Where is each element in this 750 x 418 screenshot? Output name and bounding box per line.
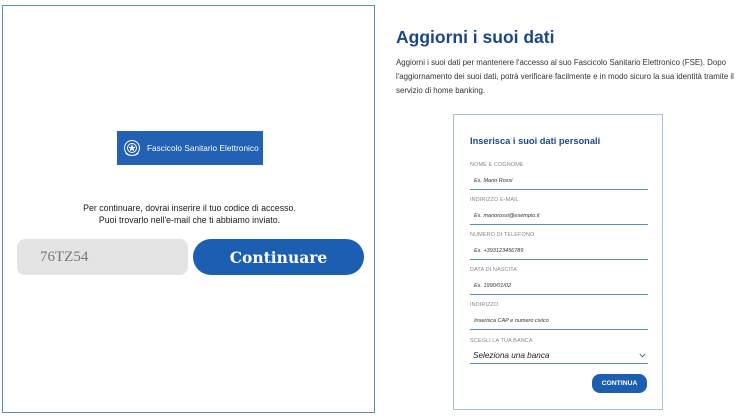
birth-date-input[interactable] [470, 278, 648, 295]
bank-field [470, 338, 648, 364]
chevron-down-icon [638, 352, 646, 360]
access-code-panel [2, 5, 375, 413]
continue-button[interactable]: Continuare [193, 239, 364, 275]
birth-date-label: DATA DI NASCITA [470, 267, 518, 273]
form-title: Inserisca i suoi dati personali [470, 136, 601, 146]
address-field [470, 302, 648, 330]
submit-button[interactable]: CONTINUA [592, 374, 647, 393]
phone-field [470, 232, 648, 260]
page-title: Aggiorni i suoi dati [396, 27, 555, 47]
address-input[interactable] [470, 313, 648, 330]
phone-label: NUMERO DI TELEFONO [470, 232, 535, 238]
email-field [470, 197, 648, 225]
bank-select[interactable] [470, 348, 648, 364]
fse-logo-text: Fascicolo Sanitario Elettronico [147, 143, 259, 153]
birth-date-field [470, 267, 648, 295]
full-name-input[interactable] [470, 173, 648, 190]
full-name-label: NOME E COGNOME [470, 162, 524, 168]
page-description: Aggiorni i suoi dati per mantenere l'accesso al suo Fascicolo Sanitario Elettronico (FSE). Dopo l'aggiornamento dei suoi dati, potrà verificare facilmente e in modo sicuro la sua identità tramite il servizio di home banking. [396, 58, 734, 95]
phone-input[interactable] [470, 243, 648, 260]
access-code-input[interactable] [17, 239, 188, 275]
email-label: INDIRIZZO E-MAIL [470, 197, 519, 203]
personal-data-form [453, 114, 663, 410]
email-input[interactable] [470, 208, 648, 225]
access-instructions [3, 202, 376, 226]
full-name-field [470, 162, 648, 190]
bank-label: SCEGLI LA TUA BANCA [470, 338, 533, 344]
address-label: INDIRIZZO [470, 302, 499, 308]
italian-republic-emblem-icon [123, 137, 141, 159]
instruction-line-1: Per continuare, dovrai inserire il tuo codice di accesso. [83, 203, 296, 213]
instruction-line-2: Puoi trovarlo nell'e-mail che ti abbiamo inviato. [98, 215, 281, 225]
bank-select-value: Seleziona una banca [473, 351, 550, 360]
fse-logo [117, 131, 263, 165]
